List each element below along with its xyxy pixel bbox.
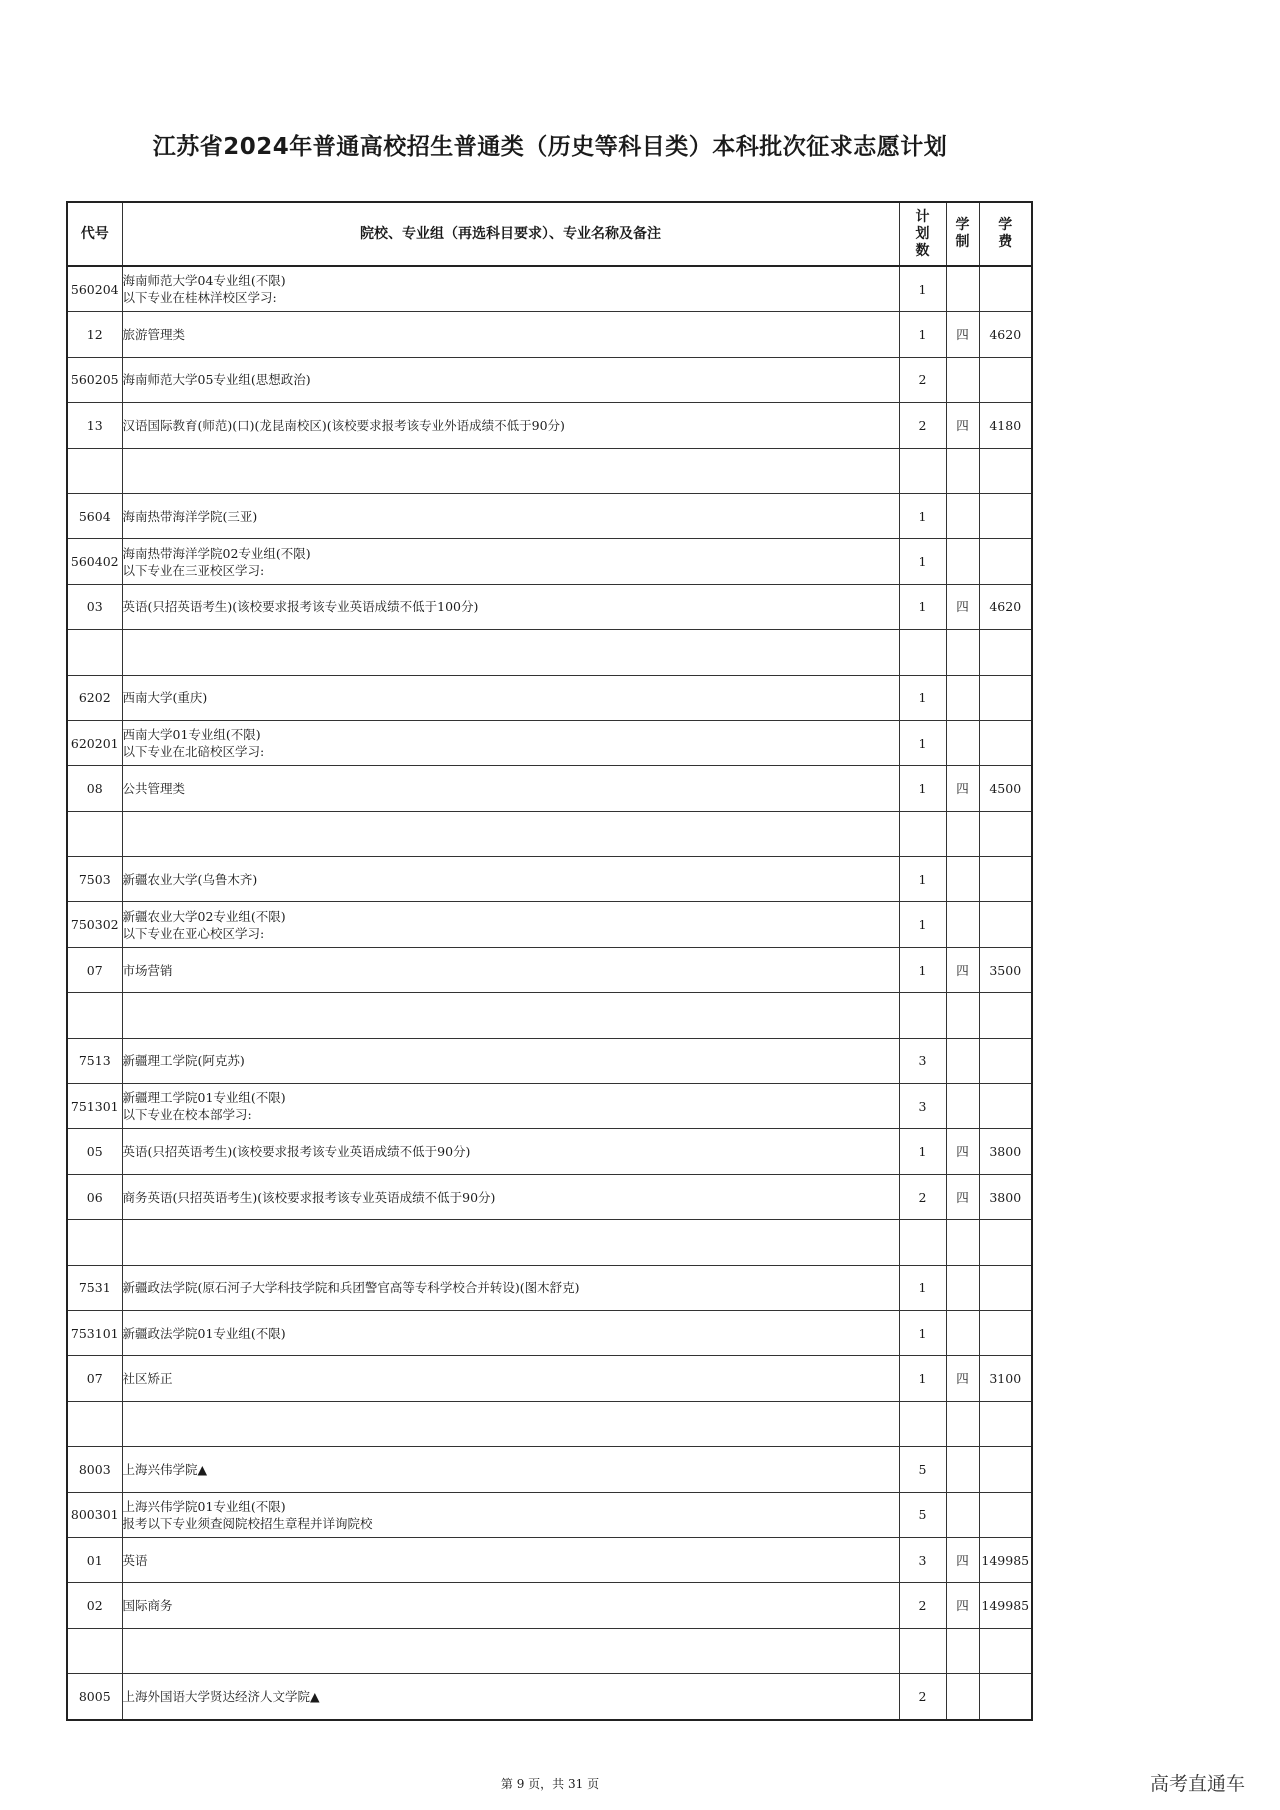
row-years (946, 266, 979, 312)
row-code: 08 (67, 766, 122, 811)
row-years (946, 630, 979, 675)
table-row (67, 902, 1032, 947)
row-code (67, 448, 122, 493)
row-years (946, 1447, 979, 1492)
row-code (67, 1401, 122, 1446)
row-code: 05 (67, 1129, 122, 1174)
row-years: 四 (946, 1537, 979, 1582)
row-years (946, 448, 979, 493)
row-code: 03 (67, 584, 122, 629)
row-code: 7531 (67, 1265, 122, 1310)
row-code: 13 (67, 403, 122, 448)
row-code: 8003 (67, 1447, 122, 1492)
row-code (67, 1220, 122, 1265)
row-code: 560205 (67, 357, 122, 402)
row-name: 西南大学(重庆) (122, 675, 899, 720)
row-plan-count: 3 (899, 1038, 946, 1083)
row-plan-count (899, 1628, 946, 1673)
table-row (67, 493, 1032, 538)
row-fee (979, 1310, 1032, 1355)
row-name: 上海外国语大学贤达经济人文学院▲ (122, 1674, 899, 1720)
row-plan-count: 3 (899, 1084, 946, 1129)
watermark: 高考直通车 (1150, 1773, 1246, 1795)
row-years (946, 1265, 979, 1310)
row-fee (979, 993, 1032, 1038)
row-years: 四 (946, 1129, 979, 1174)
row-code (67, 630, 122, 675)
row-plan-count: 1 (899, 493, 946, 538)
row-name (122, 811, 899, 856)
table-row (67, 1220, 1032, 1265)
row-plan-count: 1 (899, 266, 946, 312)
row-code: 620201 (67, 720, 122, 765)
row-years: 四 (946, 584, 979, 629)
row-plan-count: 1 (899, 1265, 946, 1310)
row-code: 8005 (67, 1674, 122, 1720)
row-years (946, 811, 979, 856)
table-row (67, 993, 1032, 1038)
row-years (946, 1674, 979, 1720)
row-code: 560204 (67, 266, 122, 312)
row-name (122, 630, 899, 675)
row-name (122, 1220, 899, 1265)
row-plan-count: 1 (899, 312, 946, 357)
row-fee: 4620 (979, 312, 1032, 357)
row-plan-count: 1 (899, 857, 946, 902)
table-row (67, 766, 1032, 811)
table-row (67, 403, 1032, 448)
row-code: 07 (67, 1356, 122, 1401)
row-years (946, 539, 979, 584)
row-plan-count: 1 (899, 584, 946, 629)
row-years (946, 493, 979, 538)
header-name: 院校、专业组（再选科目要求）、专业名称及备注 (122, 202, 899, 266)
row-fee (979, 1401, 1032, 1446)
row-fee (979, 630, 1032, 675)
row-plan-count: 5 (899, 1492, 946, 1537)
row-years (946, 1220, 979, 1265)
row-name: 新疆农业大学02专业组(不限) 以下专业在亚心校区学习: (122, 902, 899, 947)
row-name: 新疆政法学院(原石河子大学科技学院和兵团警官高等专科学校合并转设)(图木舒克) (122, 1265, 899, 1310)
row-plan-count: 1 (899, 902, 946, 947)
row-name: 上海兴伟学院▲ (122, 1447, 899, 1492)
row-plan-count: 2 (899, 357, 946, 402)
row-code (67, 811, 122, 856)
row-fee: 3800 (979, 1129, 1032, 1174)
header-plan-count: 计 划 数 (899, 202, 946, 266)
row-name: 英语(只招英语考生)(该校要求报考该专业英语成绩不低于100分) (122, 584, 899, 629)
row-plan-count (899, 1401, 946, 1446)
row-plan-count (899, 630, 946, 675)
row-years (946, 993, 979, 1038)
row-name: 新疆理工学院(阿克苏) (122, 1038, 899, 1083)
table-row (67, 1265, 1032, 1310)
row-name (122, 993, 899, 1038)
row-fee (979, 811, 1032, 856)
row-fee: 149985 (979, 1537, 1032, 1582)
table-row (67, 1447, 1032, 1492)
row-name (122, 448, 899, 493)
row-name: 旅游管理类 (122, 312, 899, 357)
row-name (122, 1401, 899, 1446)
row-plan-count: 1 (899, 1356, 946, 1401)
row-plan-count: 2 (899, 1174, 946, 1219)
row-fee: 3800 (979, 1174, 1032, 1219)
row-code: 02 (67, 1583, 122, 1628)
row-name: 海南师范大学04专业组(不限) 以下专业在桂林洋校区学习: (122, 266, 899, 312)
row-years (946, 902, 979, 947)
row-plan-count: 2 (899, 1674, 946, 1720)
row-fee (979, 1447, 1032, 1492)
row-years (946, 1401, 979, 1446)
row-fee (979, 493, 1032, 538)
table-row (67, 947, 1032, 992)
document-title: 江苏省2024年普通高校招生普通类（历史等科目类）本科批次征求志愿计划 (152, 134, 948, 160)
row-years (946, 675, 979, 720)
row-fee (979, 1220, 1032, 1265)
header-fee: 学 费 (979, 202, 1032, 266)
table-row (67, 312, 1032, 357)
table-row (67, 1492, 1032, 1537)
row-years (946, 857, 979, 902)
table-row (67, 811, 1032, 856)
table-row (67, 448, 1032, 493)
row-fee (979, 720, 1032, 765)
row-years (946, 357, 979, 402)
table-row (67, 1628, 1032, 1673)
row-code: 7503 (67, 857, 122, 902)
row-plan-count: 1 (899, 947, 946, 992)
row-name: 新疆理工学院01专业组(不限) 以下专业在校本部学习: (122, 1084, 899, 1129)
row-name: 社区矫正 (122, 1356, 899, 1401)
row-code (67, 1628, 122, 1673)
row-years (946, 720, 979, 765)
row-code: 5604 (67, 493, 122, 538)
table-row (67, 539, 1032, 584)
plan-table (66, 201, 1033, 1721)
row-code (67, 993, 122, 1038)
row-name: 英语(只招英语考生)(该校要求报考该专业英语成绩不低于90分) (122, 1129, 899, 1174)
row-years (946, 1628, 979, 1673)
row-name: 市场营销 (122, 947, 899, 992)
row-fee (979, 448, 1032, 493)
row-fee: 4180 (979, 403, 1032, 448)
row-plan-count: 1 (899, 1129, 946, 1174)
row-name: 海南师范大学05专业组(思想政治) (122, 357, 899, 402)
row-name: 汉语国际教育(师范)(口)(龙昆南校区)(该校要求报考该专业外语成绩不低于90分) (122, 403, 899, 448)
row-fee (979, 1674, 1032, 1720)
row-code: 6202 (67, 675, 122, 720)
row-fee (979, 902, 1032, 947)
row-fee (979, 675, 1032, 720)
table-row (67, 1310, 1032, 1355)
row-plan-count: 1 (899, 766, 946, 811)
row-fee (979, 1265, 1032, 1310)
table-row (67, 1537, 1032, 1582)
row-code: 750302 (67, 902, 122, 947)
row-name: 英语 (122, 1537, 899, 1582)
row-name (122, 1628, 899, 1673)
table-row (67, 675, 1032, 720)
row-plan-count: 1 (899, 1310, 946, 1355)
row-years: 四 (946, 766, 979, 811)
row-years: 四 (946, 312, 979, 357)
row-fee (979, 1084, 1032, 1129)
row-code: 12 (67, 312, 122, 357)
row-years (946, 1084, 979, 1129)
row-plan-count: 1 (899, 675, 946, 720)
row-plan-count (899, 448, 946, 493)
row-fee: 3100 (979, 1356, 1032, 1401)
row-plan-count: 1 (899, 720, 946, 765)
row-name: 公共管理类 (122, 766, 899, 811)
table-row (67, 1356, 1032, 1401)
row-years (946, 1038, 979, 1083)
table-row (67, 584, 1032, 629)
header-code: 代号 (67, 202, 122, 266)
row-name: 国际商务 (122, 1583, 899, 1628)
row-plan-count: 3 (899, 1537, 946, 1582)
row-name: 新疆农业大学(乌鲁木齐) (122, 857, 899, 902)
row-plan-count: 2 (899, 403, 946, 448)
row-fee (979, 539, 1032, 584)
row-years: 四 (946, 947, 979, 992)
table-row (67, 1401, 1032, 1446)
row-fee: 4500 (979, 766, 1032, 811)
row-plan-count: 5 (899, 1447, 946, 1492)
row-plan-count (899, 811, 946, 856)
row-plan-count: 2 (899, 1583, 946, 1628)
row-name: 西南大学01专业组(不限) 以下专业在北碚校区学习: (122, 720, 899, 765)
header-years: 学 制 (946, 202, 979, 266)
row-fee (979, 1628, 1032, 1673)
row-code: 800301 (67, 1492, 122, 1537)
row-years: 四 (946, 1356, 979, 1401)
page-footer: 第 9 页，共 31 页 (500, 1777, 600, 1791)
table-row (67, 357, 1032, 402)
row-years: 四 (946, 403, 979, 448)
row-code: 01 (67, 1537, 122, 1582)
row-fee: 149985 (979, 1583, 1032, 1628)
row-fee (979, 857, 1032, 902)
row-years (946, 1310, 979, 1355)
row-years: 四 (946, 1583, 979, 1628)
row-fee: 4620 (979, 584, 1032, 629)
row-fee (979, 1038, 1032, 1083)
row-fee (979, 1492, 1032, 1537)
table-body (67, 266, 1032, 1720)
row-plan-count (899, 993, 946, 1038)
table-row (67, 857, 1032, 902)
table-row (67, 1674, 1032, 1720)
table-row (67, 1084, 1032, 1129)
table-row (67, 1174, 1032, 1219)
table-row (67, 1038, 1032, 1083)
table-row (67, 1583, 1032, 1628)
table-header-row (67, 202, 1032, 266)
row-name: 海南热带海洋学院02专业组(不限) 以下专业在三亚校区学习: (122, 539, 899, 584)
table-row (67, 1129, 1032, 1174)
row-code: 07 (67, 947, 122, 992)
row-name: 海南热带海洋学院(三亚) (122, 493, 899, 538)
row-fee (979, 266, 1032, 312)
row-years: 四 (946, 1174, 979, 1219)
row-fee (979, 357, 1032, 402)
row-fee: 3500 (979, 947, 1032, 992)
row-plan-count (899, 1220, 946, 1265)
row-years (946, 1492, 979, 1537)
table-row (67, 630, 1032, 675)
row-name: 新疆政法学院01专业组(不限) (122, 1310, 899, 1355)
table-row (67, 720, 1032, 765)
row-name: 商务英语(只招英语考生)(该校要求报考该专业英语成绩不低于90分) (122, 1174, 899, 1219)
row-code: 06 (67, 1174, 122, 1219)
table-row (67, 266, 1032, 312)
row-code: 7513 (67, 1038, 122, 1083)
row-plan-count: 1 (899, 539, 946, 584)
row-name: 上海兴伟学院01专业组(不限) 报考以下专业须查阅院校招生章程并详询院校 (122, 1492, 899, 1537)
row-code: 560402 (67, 539, 122, 584)
row-code: 753101 (67, 1310, 122, 1355)
row-code: 751301 (67, 1084, 122, 1129)
